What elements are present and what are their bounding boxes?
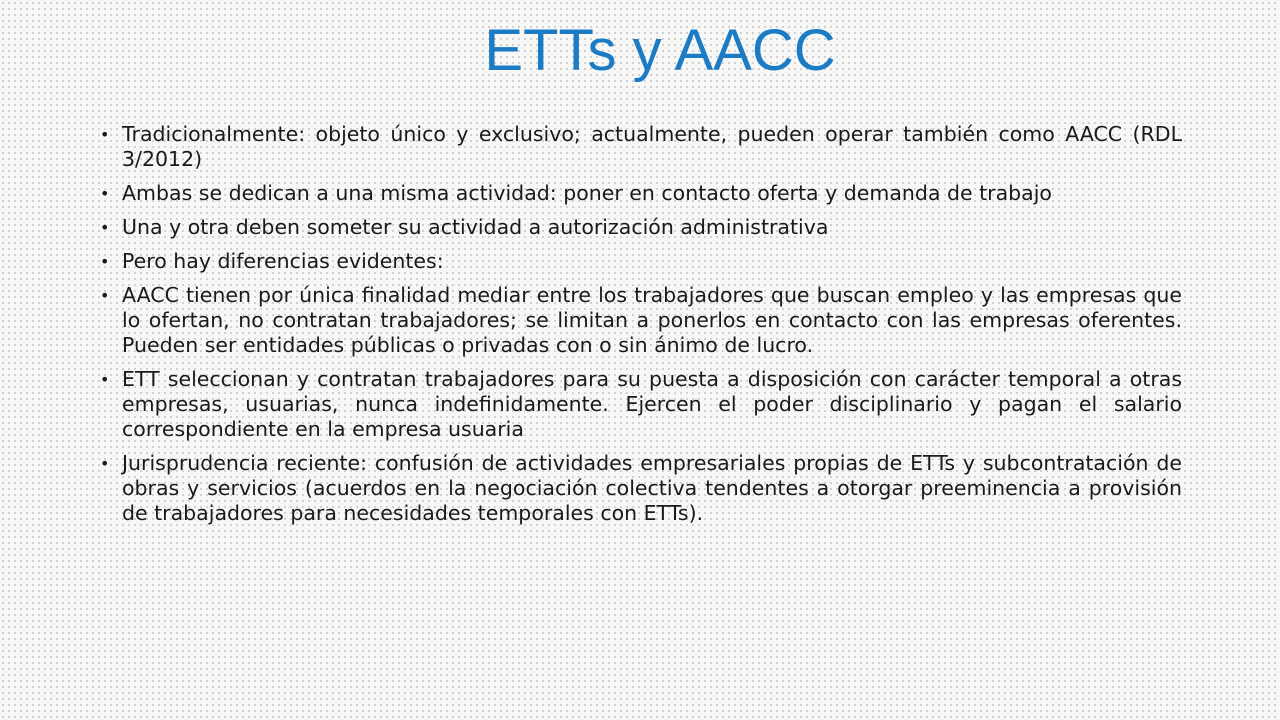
bullet-icon: •: [100, 454, 110, 473]
bullet-text: Una y otra deben someter su actividad a autorización administrativa: [122, 215, 829, 239]
bullet-text: Tradicionalmente: objeto único y exclusivo; actualmente, pueden operar también como AACC (RDL 3/2012): [122, 122, 1182, 171]
bullet-icon: •: [100, 184, 110, 203]
bullet-item: [100, 367, 1182, 442]
bullet-icon: •: [100, 252, 110, 271]
bullet-item: [100, 451, 1182, 526]
bullet-text: Ambas se dedican a una misma actividad: poner en contacto oferta y demanda de trabajo: [122, 181, 1052, 205]
bullet-text: Pero hay diferencias evidentes:: [122, 249, 444, 273]
bullet-text: AACC tienen por única finalidad mediar entre los trabajadores que buscan empleo y las empresas que lo ofertan, no contratan trabajadores; se limitan a ponerlos en contacto con las empresas oferentes. Pueden ser entidades públicas o privadas con o sin ánimo de lucro.: [122, 283, 1182, 357]
bullet-item: [100, 181, 1182, 206]
bullet-text: ETT seleccionan y contratan trabajadores para su puesta a disposición con carácter temporal a otras empresas, usuarias, nunca indefinidamente. Ejercen el poder disciplinario y pagan el salario correspondiente en la empresa usuaria: [122, 367, 1182, 441]
bullet-list: [100, 122, 1182, 535]
bullet-icon: •: [100, 218, 110, 237]
bullet-item: [100, 249, 1182, 274]
bullet-text: Jurisprudencia reciente: confusión de actividades empresariales propias de ETTs y subcontratación de obras y servicios (acuerdos en la negociación colectiva tendentes a otorgar preeminencia a provisión de trabajadores para necesidades temporales con ETTs).: [122, 451, 1182, 525]
bullet-item: [100, 283, 1182, 358]
bullet-icon: •: [100, 125, 110, 144]
bullet-item: [100, 122, 1182, 172]
slide-title: ETTs y AACC: [484, 18, 836, 83]
bullet-icon: •: [100, 370, 110, 389]
bullet-icon: •: [100, 286, 110, 305]
bullet-item: [100, 215, 1182, 240]
